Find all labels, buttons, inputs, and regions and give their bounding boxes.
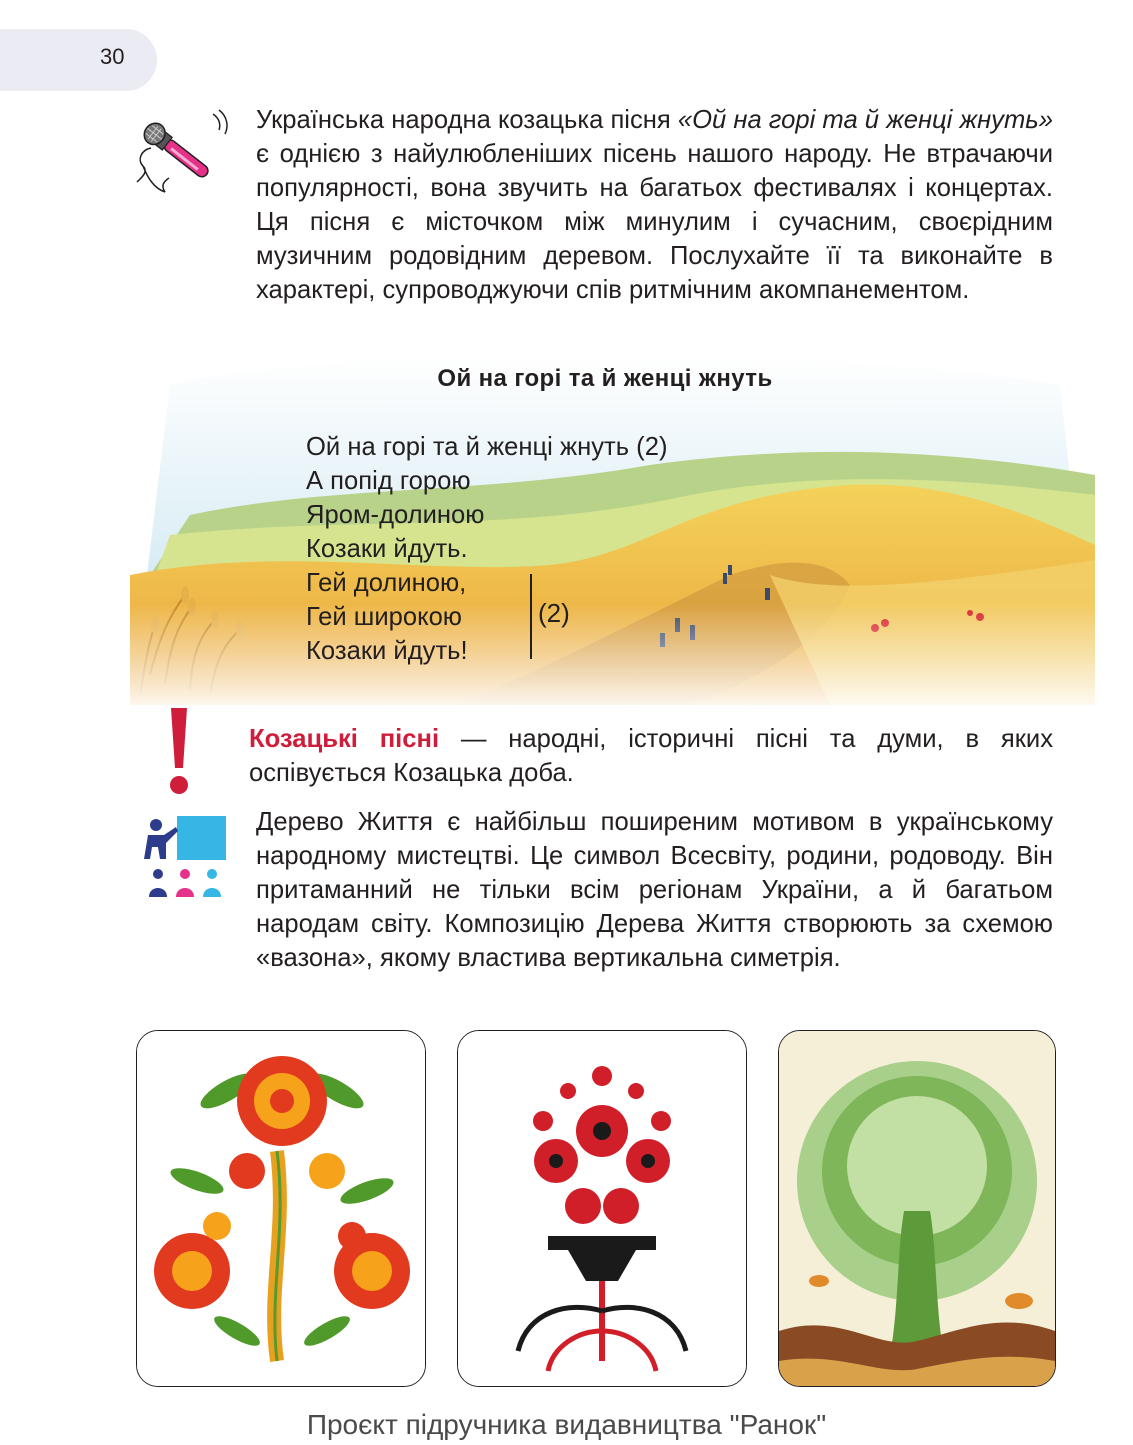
lyric-line: Гей широкою — [306, 603, 462, 631]
teacher-icon — [136, 813, 228, 901]
repeat-mark: (2) — [538, 598, 570, 628]
lyric-line: Ой на горі та й женці жнуть (2) — [306, 433, 668, 461]
repeat-bracket — [530, 574, 532, 659]
microphone-icon — [133, 106, 235, 198]
definition-paragraph: Козацькі пісні — народні, історичні пісні та думи, в яких оспівується Козацька доба. — [249, 725, 1053, 787]
song-lyrics — [306, 430, 667, 668]
footer-caption: Проєкт підручника видавництва "Ранок" — [306, 1409, 827, 1440]
definition-term: Козацькі пісні — [249, 725, 440, 753]
lyric-line: Яром-долиною — [306, 501, 485, 529]
embroidery-pattern-icon — [458, 1031, 746, 1386]
green-tree-of-life-image — [778, 1030, 1056, 1387]
lyric-line: Козаки йдуть. — [306, 535, 468, 563]
exclamation-icon — [166, 706, 192, 796]
embroidered-tree-of-life-image — [457, 1030, 747, 1387]
painted-tree-of-life-image — [136, 1030, 426, 1387]
page-number: 30 — [100, 44, 125, 69]
petrykivka-painting-icon — [137, 1031, 425, 1386]
lyric-line: Гей долиною, — [306, 569, 467, 597]
song-name-italic: «Ой на горі та й женці жнуть» — [677, 106, 1053, 134]
song-title: Ой на горі та й женці жнуть — [437, 365, 773, 392]
intro-paragraph: Українська народна козацька пісня «Ой на горі та й женці жнуть» є однією з найулюбленіших пісень нашого народу. Не втрачаючи популярності, вона звучить на багатьох фестивалях і концертах. Ця пісня є місточком між минулим і сучасним, своєрідним музичним родовідним деревом. Послухайте її та виконайте в характері, супроводжуючи спів ритмічним акомпанементом. — [256, 106, 1053, 304]
lyric-line: А попід горою — [306, 467, 471, 495]
page-number-tab — [0, 29, 157, 91]
lyric-line: Козаки йдуть! — [306, 637, 468, 665]
green-tree-icon — [779, 1031, 1055, 1386]
tree-of-life-paragraph: Дерево Життя є найбільш поширеним мотивом в українському народному мистецтві. Це символ Всесвіту, родини, родоводу. Він притаманний не тільки всім регіонам України, а й багатьом народам світу. Композицію Дерева Життя створюють за схемою «вазона», якому властива вертикальна симетрія. — [256, 808, 1053, 972]
